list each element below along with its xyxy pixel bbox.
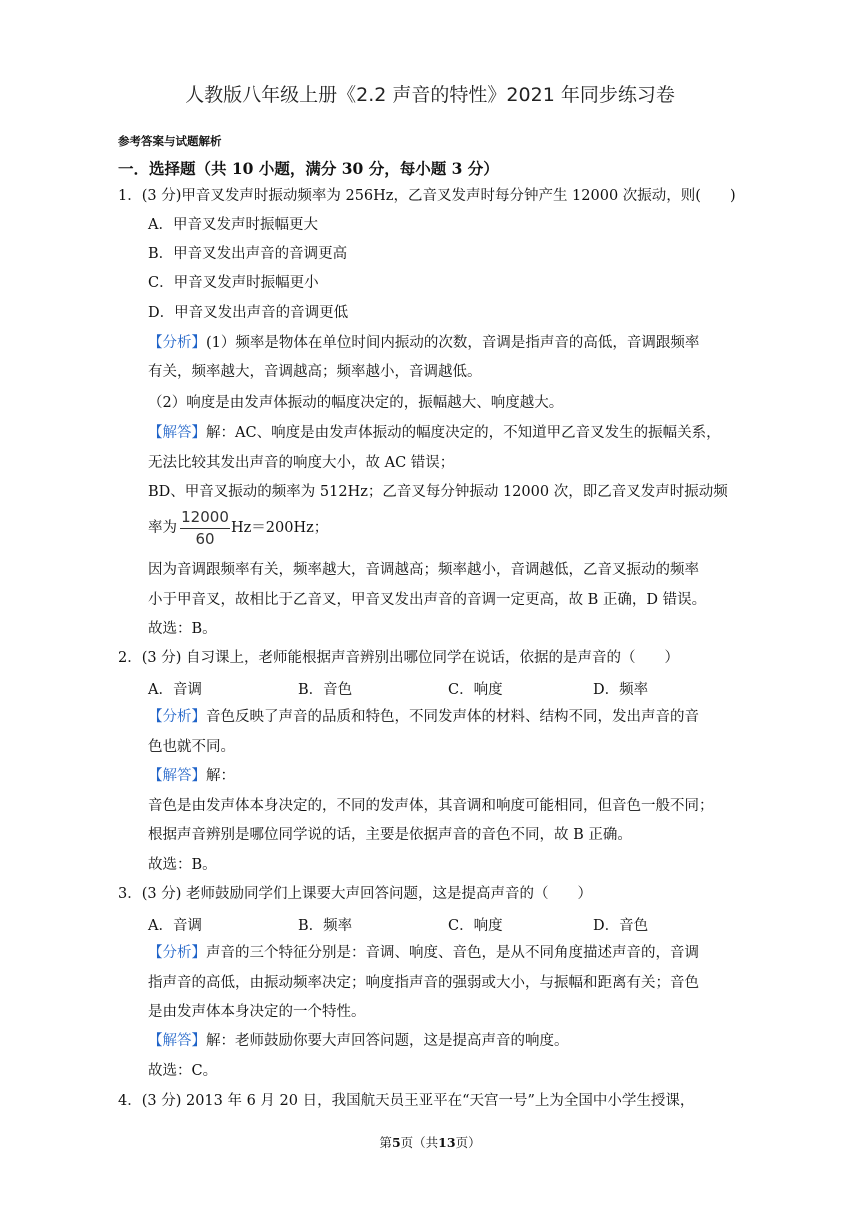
answer-tag: 【解答】 [148, 768, 206, 784]
footer-suffix: 页） [455, 1135, 481, 1150]
reference-header: 参考答案与试题解析 [118, 134, 222, 148]
question-3-option-b: B．频率 [298, 918, 353, 934]
question-3-analysis [148, 943, 699, 963]
question-1-option-c: C．甲音叉发声时振幅更小 [148, 275, 319, 291]
question-2-option-b: B．音色 [298, 682, 353, 698]
answer-text: 解： [206, 768, 235, 784]
question-1-answer-line-3: BD、甲音叉振动的频率为 512Hz；乙音叉每分钟振动 12000 次，即乙音叉发声时振动频 [148, 484, 728, 500]
analysis-text: (1）频率是物体在单位时间内振动的次数，音调是指声音的高低，音调跟频率 [206, 335, 700, 351]
analysis-tag: 【分析】 [148, 945, 206, 961]
analysis-tag: 【分析】 [148, 335, 206, 351]
question-2-analysis-line-2: 色也就不同。 [148, 739, 235, 755]
question-3-option-d: D．音色 [593, 918, 649, 934]
question-1-answer-line-4-post: Hz＝200Hz； [231, 520, 329, 536]
question-1-option-b: B．甲音叉发出声音的音调更高 [148, 246, 348, 262]
answer-text: 解：AC、响度是由发声体振动的幅度决定的，不知道甲乙音叉发生的振幅关系， [206, 425, 721, 441]
question-1-option-a: A．甲音叉发声时振幅更大 [148, 217, 318, 233]
question-1-analysis [148, 333, 699, 353]
question-4-stem: 4．(3 分) 2013 年 6 月 20 日，我国航天员王亚平在“天宫一号”上为全国中小学生授课， [118, 1093, 695, 1109]
answer-tag: 【解答】 [148, 1033, 206, 1049]
question-2-choice: 故选：B。 [148, 857, 217, 873]
question-3-analysis-line-2: 指声音的高低，由振动频率决定；响度指声音的强弱或大小，与振幅和距离有关；音色 [148, 975, 699, 991]
analysis-text: 声音的三个特征分别是：音调、响度、音色，是从不同角度描述声音的，音调 [206, 945, 699, 961]
question-2-option-d: D．频率 [593, 682, 649, 698]
question-3-option-c: C．响度 [448, 918, 503, 934]
question-1-analysis-line-2: 有关，频率越大，音调越高；频率越小，音调越低。 [148, 364, 482, 380]
answer-text: 解：老师鼓励你要大声回答问题，这是提高声音的响度。 [206, 1033, 569, 1049]
question-3-choice: 故选：C。 [148, 1063, 218, 1079]
question-1-answer-line-2: 无法比较其发出声音的响度大小，故 AC 错误； [148, 455, 455, 471]
question-1-analysis-line-3: （2）响度是由发声体振动的幅度决定的，振幅越大、响度越大。 [148, 395, 564, 411]
page-footer [0, 1133, 860, 1151]
question-1-option-d: D．甲音叉发出声音的音调更低 [148, 305, 349, 321]
fraction-numerator: 12000 [181, 508, 229, 526]
question-3-option-a: A．音调 [148, 918, 202, 934]
question-2-stem: 2．(3 分) 自习课上，老师能根据声音辨别出哪位同学在说话，依据的是声音的（ ） [118, 650, 679, 666]
question-3-analysis-line-3: 是由发声体本身决定的一个特性。 [148, 1004, 366, 1020]
fraction-bar [180, 528, 230, 529]
question-2-option-a: A．音调 [148, 682, 202, 698]
analysis-tag: 【分析】 [148, 709, 206, 725]
question-2-option-c: C．响度 [448, 682, 503, 698]
question-1-choice: 故选：B。 [148, 621, 217, 637]
question-1-answer-line-5: 因为音调跟频率有关，频率越大，音调越高；频率越小，音调越低，乙音叉振动的频率 [148, 562, 699, 578]
analysis-text: 音色反映了声音的品质和特色，不同发声体的材料、结构不同，发出声音的音 [206, 709, 699, 725]
question-2-answer-line-3: 根据声音辨别是哪位同学说的话，主要是依据声音的音色不同，故 B 正确。 [148, 827, 632, 843]
document-title: 人教版八年级上册《2.2 声音的特性》2021 年同步练习卷 [185, 84, 675, 106]
question-3-answer [148, 1031, 569, 1051]
footer-total-pages: 13 [438, 1135, 456, 1150]
question-3-stem: 3．(3 分) 老师鼓励同学们上课要大声回答问题，这是提高声音的（ ） [118, 886, 592, 902]
question-1-answer-line-4-pre: 率为 [148, 520, 177, 536]
question-2-analysis [148, 707, 699, 727]
footer-middle: 页（共 [400, 1135, 439, 1150]
question-2-answer-line-2: 音色是由发声体本身决定的，不同的发声体，其音调和响度可能相同，但音色一般不同； [148, 798, 714, 814]
question-1-answer [148, 423, 721, 443]
answer-tag: 【解答】 [148, 425, 206, 441]
question-1-stem: 1．(3 分)甲音叉发声时振动频率为 256Hz，乙音叉发声时每分钟产生 12000 次振动，则( ) [118, 188, 736, 204]
footer-page-number: 5 [391, 1135, 401, 1150]
question-1-answer-line-6: 小于甲音叉，故相比于乙音叉，甲音叉发出声音的音调一定更高，故 B 正确，D 错误。 [148, 592, 707, 608]
question-2-answer [148, 766, 235, 786]
footer-prefix: 第 [379, 1135, 392, 1150]
section-heading: 一．选择题（共 10 小题，满分 30 分，每小题 3 分） [118, 159, 499, 178]
fraction-denominator: 60 [195, 530, 215, 548]
